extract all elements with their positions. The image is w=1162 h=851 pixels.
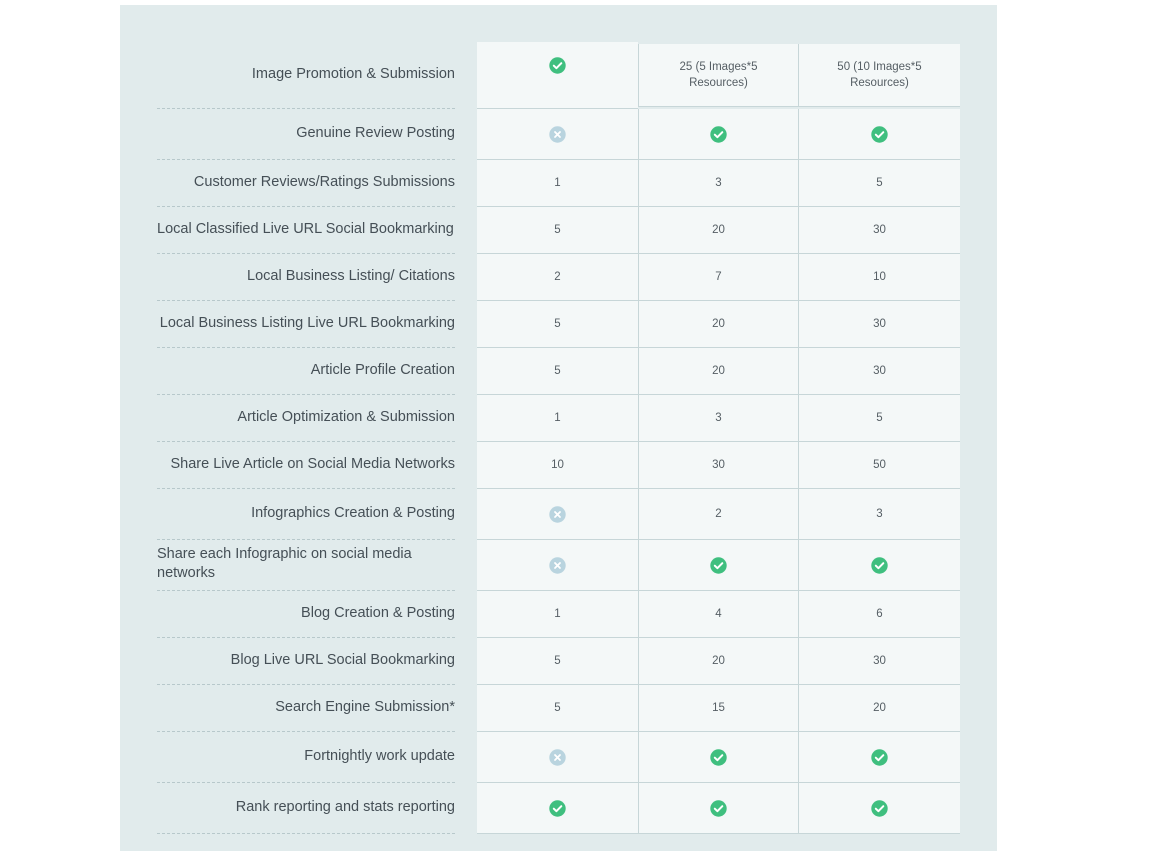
- table-cell: [638, 160, 798, 207]
- check-circle-icon: [710, 749, 727, 766]
- table-cell: [798, 783, 960, 834]
- feature-label: [157, 254, 455, 301]
- cell-value: 25 (5 Images*5 Resources): [679, 61, 758, 89]
- cell-value: 5: [554, 702, 561, 714]
- cell-value: 3: [715, 412, 722, 424]
- check-circle-icon: [871, 126, 888, 143]
- check-circle-icon: [710, 800, 727, 817]
- feature-label: [157, 540, 455, 591]
- feature-label: [157, 42, 455, 109]
- table-cell: [798, 442, 960, 489]
- table-cell: [477, 489, 638, 540]
- table-cell: [798, 540, 960, 591]
- table-cell: [477, 685, 638, 732]
- feature-label-text: Local Business Listing/ Citations: [247, 267, 455, 284]
- feature-label-text: Local Business Listing Live URL Bookmarking: [159, 314, 455, 331]
- feature-label-text: Rank reporting and stats reporting: [235, 798, 455, 815]
- feature-label-text: Blog Creation & Posting: [301, 604, 455, 621]
- table-cell: [477, 540, 638, 591]
- table-cell: [477, 732, 638, 783]
- table-cell: [798, 109, 960, 160]
- table-cell: [638, 540, 798, 591]
- feature-label: [157, 301, 455, 348]
- cell-value: 1: [554, 177, 561, 189]
- cell-value: 2: [554, 271, 561, 283]
- table-cell: [798, 685, 960, 732]
- feature-label-text: Fortnightly work update: [304, 747, 455, 764]
- cell-value: 2: [715, 508, 722, 520]
- feature-label: [157, 395, 455, 442]
- cell-value: 15: [712, 702, 725, 714]
- table-cell: [638, 489, 798, 540]
- feature-label-text: Genuine Review Posting: [296, 124, 455, 141]
- cell-value: 4: [715, 608, 722, 620]
- table-cell: [798, 591, 960, 638]
- table-cell: [638, 301, 798, 348]
- feature-label-text: Search Engine Submission*: [275, 698, 455, 715]
- table-cell: [798, 489, 960, 540]
- cell-value: 10: [873, 271, 886, 283]
- cross-circle-icon: [549, 557, 566, 574]
- cell-value: 20: [873, 702, 886, 714]
- cell-value: 20: [712, 365, 725, 377]
- cell-value: 30: [873, 224, 886, 236]
- table-cell: [477, 42, 638, 109]
- cell-value: 1: [554, 608, 561, 620]
- cell-value: 5: [876, 412, 883, 424]
- feature-label: [157, 489, 455, 540]
- table-cell: [798, 160, 960, 207]
- table-cell: [638, 732, 798, 783]
- cell-value: 20: [712, 224, 725, 236]
- feature-label: [157, 783, 455, 834]
- cell-value: 3: [876, 508, 883, 520]
- cell-value: 7: [715, 271, 722, 283]
- cross-circle-icon: [549, 749, 566, 766]
- check-circle-icon: [871, 800, 888, 817]
- table-cell: [477, 109, 638, 160]
- check-circle-icon: [710, 126, 727, 143]
- table-cell: [638, 638, 798, 685]
- cell-value: 30: [873, 655, 886, 667]
- table-cell: [798, 44, 960, 107]
- cell-value: 50: [873, 459, 886, 471]
- check-circle-icon: [871, 557, 888, 574]
- table-cell: [798, 254, 960, 301]
- cell-value: 3: [715, 177, 722, 189]
- table-cell: [798, 395, 960, 442]
- table-cell: [477, 638, 638, 685]
- table-cell: [477, 348, 638, 395]
- feature-label: [157, 442, 455, 489]
- table-cell: [638, 442, 798, 489]
- feature-label: [157, 348, 455, 395]
- cell-value: 1: [554, 412, 561, 424]
- cell-value: 30: [712, 459, 725, 471]
- table-cell: [798, 638, 960, 685]
- feature-label: [157, 591, 455, 638]
- feature-label: [157, 207, 455, 254]
- feature-label-text: Article Profile Creation: [310, 361, 455, 378]
- table-cell: [638, 783, 798, 834]
- feature-label: [157, 638, 455, 685]
- table-cell: [477, 591, 638, 638]
- table-cell: [638, 254, 798, 301]
- feature-label: [157, 109, 455, 160]
- table-cell: [477, 301, 638, 348]
- cell-value: 10: [551, 459, 564, 471]
- table-cell: [477, 395, 638, 442]
- feature-label-text: Article Optimization & Submission: [237, 408, 455, 425]
- feature-label-text: Customer Reviews/Ratings Submissions: [193, 173, 455, 190]
- table-cell: [638, 348, 798, 395]
- table-cell: [798, 207, 960, 254]
- cell-value: 5: [554, 655, 561, 667]
- table-cell: [798, 732, 960, 783]
- feature-label: [157, 732, 455, 783]
- table-cell: [638, 685, 798, 732]
- cell-value: 50 (10 Images*5 Resources): [837, 61, 922, 89]
- cell-value: 5: [554, 318, 561, 330]
- cross-circle-icon: [549, 126, 566, 143]
- table-cell: [477, 207, 638, 254]
- table-cell: [638, 395, 798, 442]
- table-cell: [477, 254, 638, 301]
- table-cell: [477, 442, 638, 489]
- table-cell: [638, 44, 798, 107]
- check-circle-icon: [710, 557, 727, 574]
- cell-value: 30: [873, 365, 886, 377]
- check-circle-icon: [871, 749, 888, 766]
- feature-label: [157, 685, 455, 732]
- check-circle-icon: [549, 800, 566, 817]
- table-cell: [798, 348, 960, 395]
- feature-label-text: Infographics Creation & Posting: [251, 504, 455, 521]
- feature-label-text: Image Promotion & Submission: [251, 65, 455, 82]
- table-cell: [798, 301, 960, 348]
- cell-value: 6: [876, 608, 883, 620]
- cell-value: 5: [554, 365, 561, 377]
- feature-label: [157, 160, 455, 207]
- feature-label-text: Share Live Article on Social Media Networks: [170, 455, 455, 472]
- cell-value: 20: [712, 318, 725, 330]
- cell-value: 5: [876, 177, 883, 189]
- table-cell: [477, 160, 638, 207]
- table-cell: [477, 783, 638, 834]
- feature-label-text: Share each Infographic on social media networks: [157, 546, 412, 581]
- cell-value: 30: [873, 318, 886, 330]
- feature-label-text: Blog Live URL Social Bookmarking: [230, 651, 455, 668]
- table-cell: [638, 591, 798, 638]
- feature-label-text: Local Classified Live URL Social Bookmarking: [157, 220, 454, 237]
- check-circle-icon: [549, 57, 566, 74]
- table-cell: [638, 207, 798, 254]
- table-cell: [638, 109, 798, 160]
- cell-value: 5: [554, 224, 561, 236]
- cell-value: 20: [712, 655, 725, 667]
- cross-circle-icon: [549, 506, 566, 523]
